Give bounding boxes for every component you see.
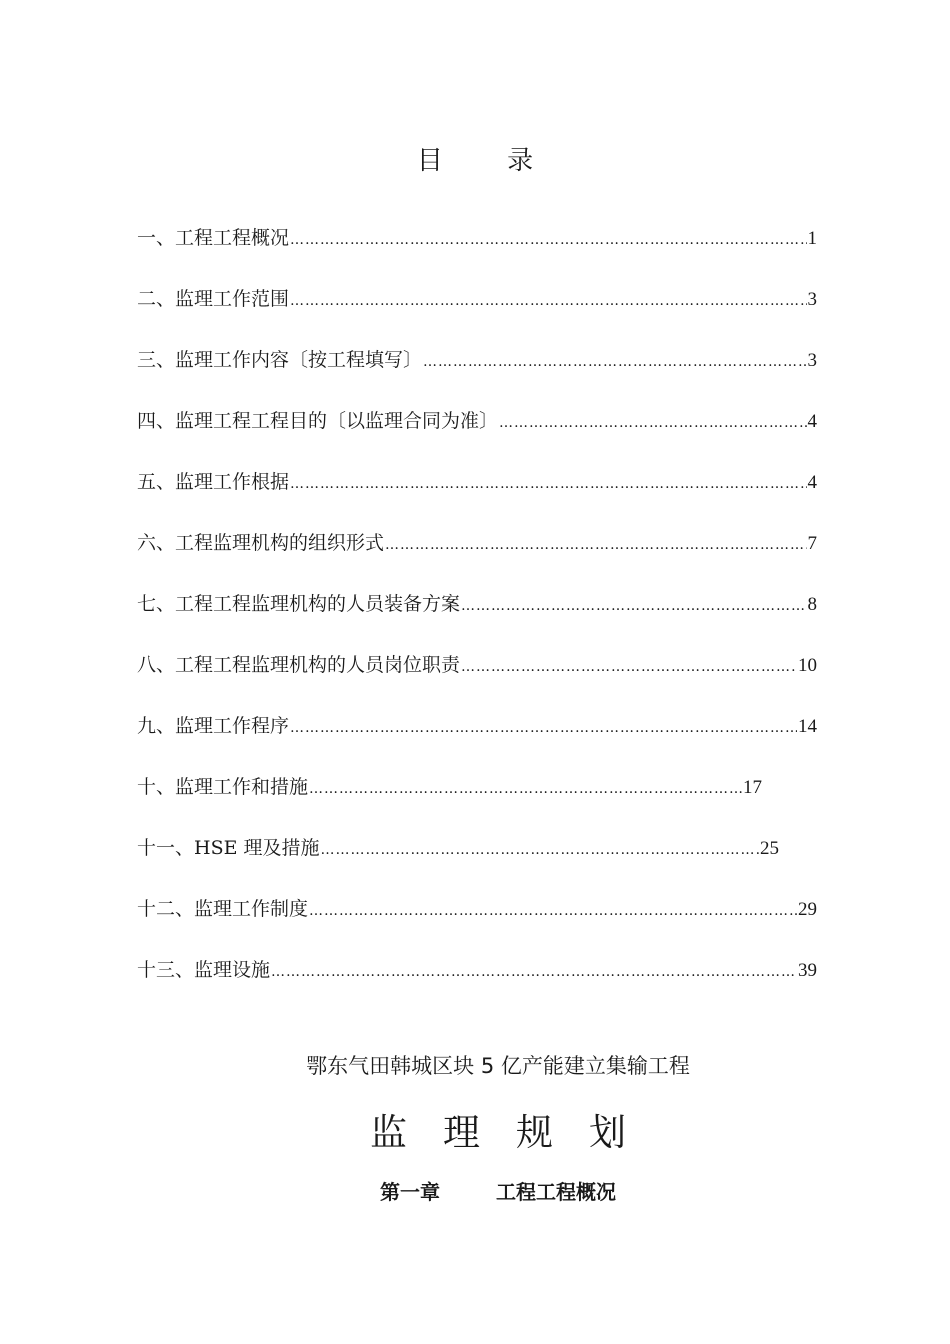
toc-dot-leader — [423, 342, 806, 382]
toc-entry[interactable] — [137, 401, 817, 462]
toc-title: 目 录 — [416, 146, 562, 176]
toc-entry[interactable] — [137, 279, 817, 340]
toc-dot-leader — [499, 403, 806, 443]
toc-entry-page: 14 — [798, 716, 817, 737]
chapter-title: 工程工程概况 — [496, 1180, 616, 1204]
toc-entry-page: 3 — [807, 289, 817, 310]
toc-entry-page: 8 — [807, 594, 817, 615]
toc-entry-label: 十、监理工作和措施 — [137, 776, 309, 798]
toc-dot-leader — [309, 891, 797, 931]
table-of-contents — [137, 218, 817, 1011]
toc-entry-label: 四、监理工程工程目的〔以监理合同为准〕 — [137, 410, 499, 432]
toc-dot-leader — [290, 464, 806, 504]
toc-entry[interactable] — [137, 828, 817, 889]
toc-entry-label: 八、工程工程监理机构的人员岗位职责 — [137, 654, 461, 676]
toc-entry-page: 10 — [798, 655, 817, 676]
chapter-number: 第一章 — [380, 1180, 440, 1204]
toc-entry[interactable] — [137, 706, 817, 767]
toc-entry[interactable] — [137, 889, 817, 950]
toc-entry-page: 1 — [807, 228, 817, 249]
toc-entry[interactable] — [137, 462, 817, 523]
toc-dot-leader — [290, 281, 806, 321]
toc-entry-label: 九、监理工作程序 — [137, 715, 290, 737]
toc-dot-leader — [321, 830, 760, 870]
toc-entry-page: 3 — [807, 350, 817, 371]
project-name: 鄂东气田韩城区块 5 亿产能建立集输工程 — [306, 1054, 690, 1078]
toc-dot-leader — [461, 647, 797, 687]
main-title: 监理规划 — [370, 1111, 662, 1154]
toc-entry-label: 十一、HSE 理及措施 — [137, 837, 320, 859]
toc-entry[interactable] — [137, 767, 817, 828]
toc-dot-leader — [309, 769, 742, 809]
toc-entry-page: 29 — [798, 899, 817, 920]
toc-entry-label: 三、监理工作内容〔按工程填写〕 — [137, 349, 423, 371]
toc-entry[interactable] — [137, 218, 817, 279]
toc-entry[interactable] — [137, 523, 817, 584]
toc-entry-label: 十二、监理工作制度 — [137, 898, 309, 920]
toc-dot-leader — [290, 220, 806, 260]
toc-entry-label: 七、工程工程监理机构的人员装备方案 — [137, 593, 461, 615]
toc-entry-page: 25 — [760, 838, 779, 859]
toc-entry[interactable] — [137, 584, 817, 645]
toc-entry-page: 4 — [807, 472, 817, 493]
toc-entry-label: 二、监理工作范围 — [137, 288, 290, 310]
toc-entry-page: 4 — [807, 411, 817, 432]
toc-entry-label: 六、工程监理机构的组织形式 — [137, 532, 385, 554]
toc-entry-label: 五、监理工作根据 — [137, 471, 290, 493]
toc-entry[interactable] — [137, 340, 817, 401]
toc-entry-page: 17 — [743, 777, 762, 798]
toc-entry-label: 一、工程工程概况 — [137, 227, 290, 249]
toc-dot-leader — [290, 708, 797, 748]
toc-entry-page: 7 — [807, 533, 817, 554]
toc-entry-page: 39 — [798, 960, 817, 981]
toc-dot-leader — [461, 586, 806, 626]
toc-dot-leader — [385, 525, 806, 565]
toc-entry[interactable] — [137, 645, 817, 706]
chapter-heading — [0, 1176, 950, 1205]
toc-entry-label: 十三、监理设施 — [137, 959, 271, 981]
toc-entry[interactable] — [137, 950, 817, 1011]
toc-dot-leader — [271, 952, 797, 992]
